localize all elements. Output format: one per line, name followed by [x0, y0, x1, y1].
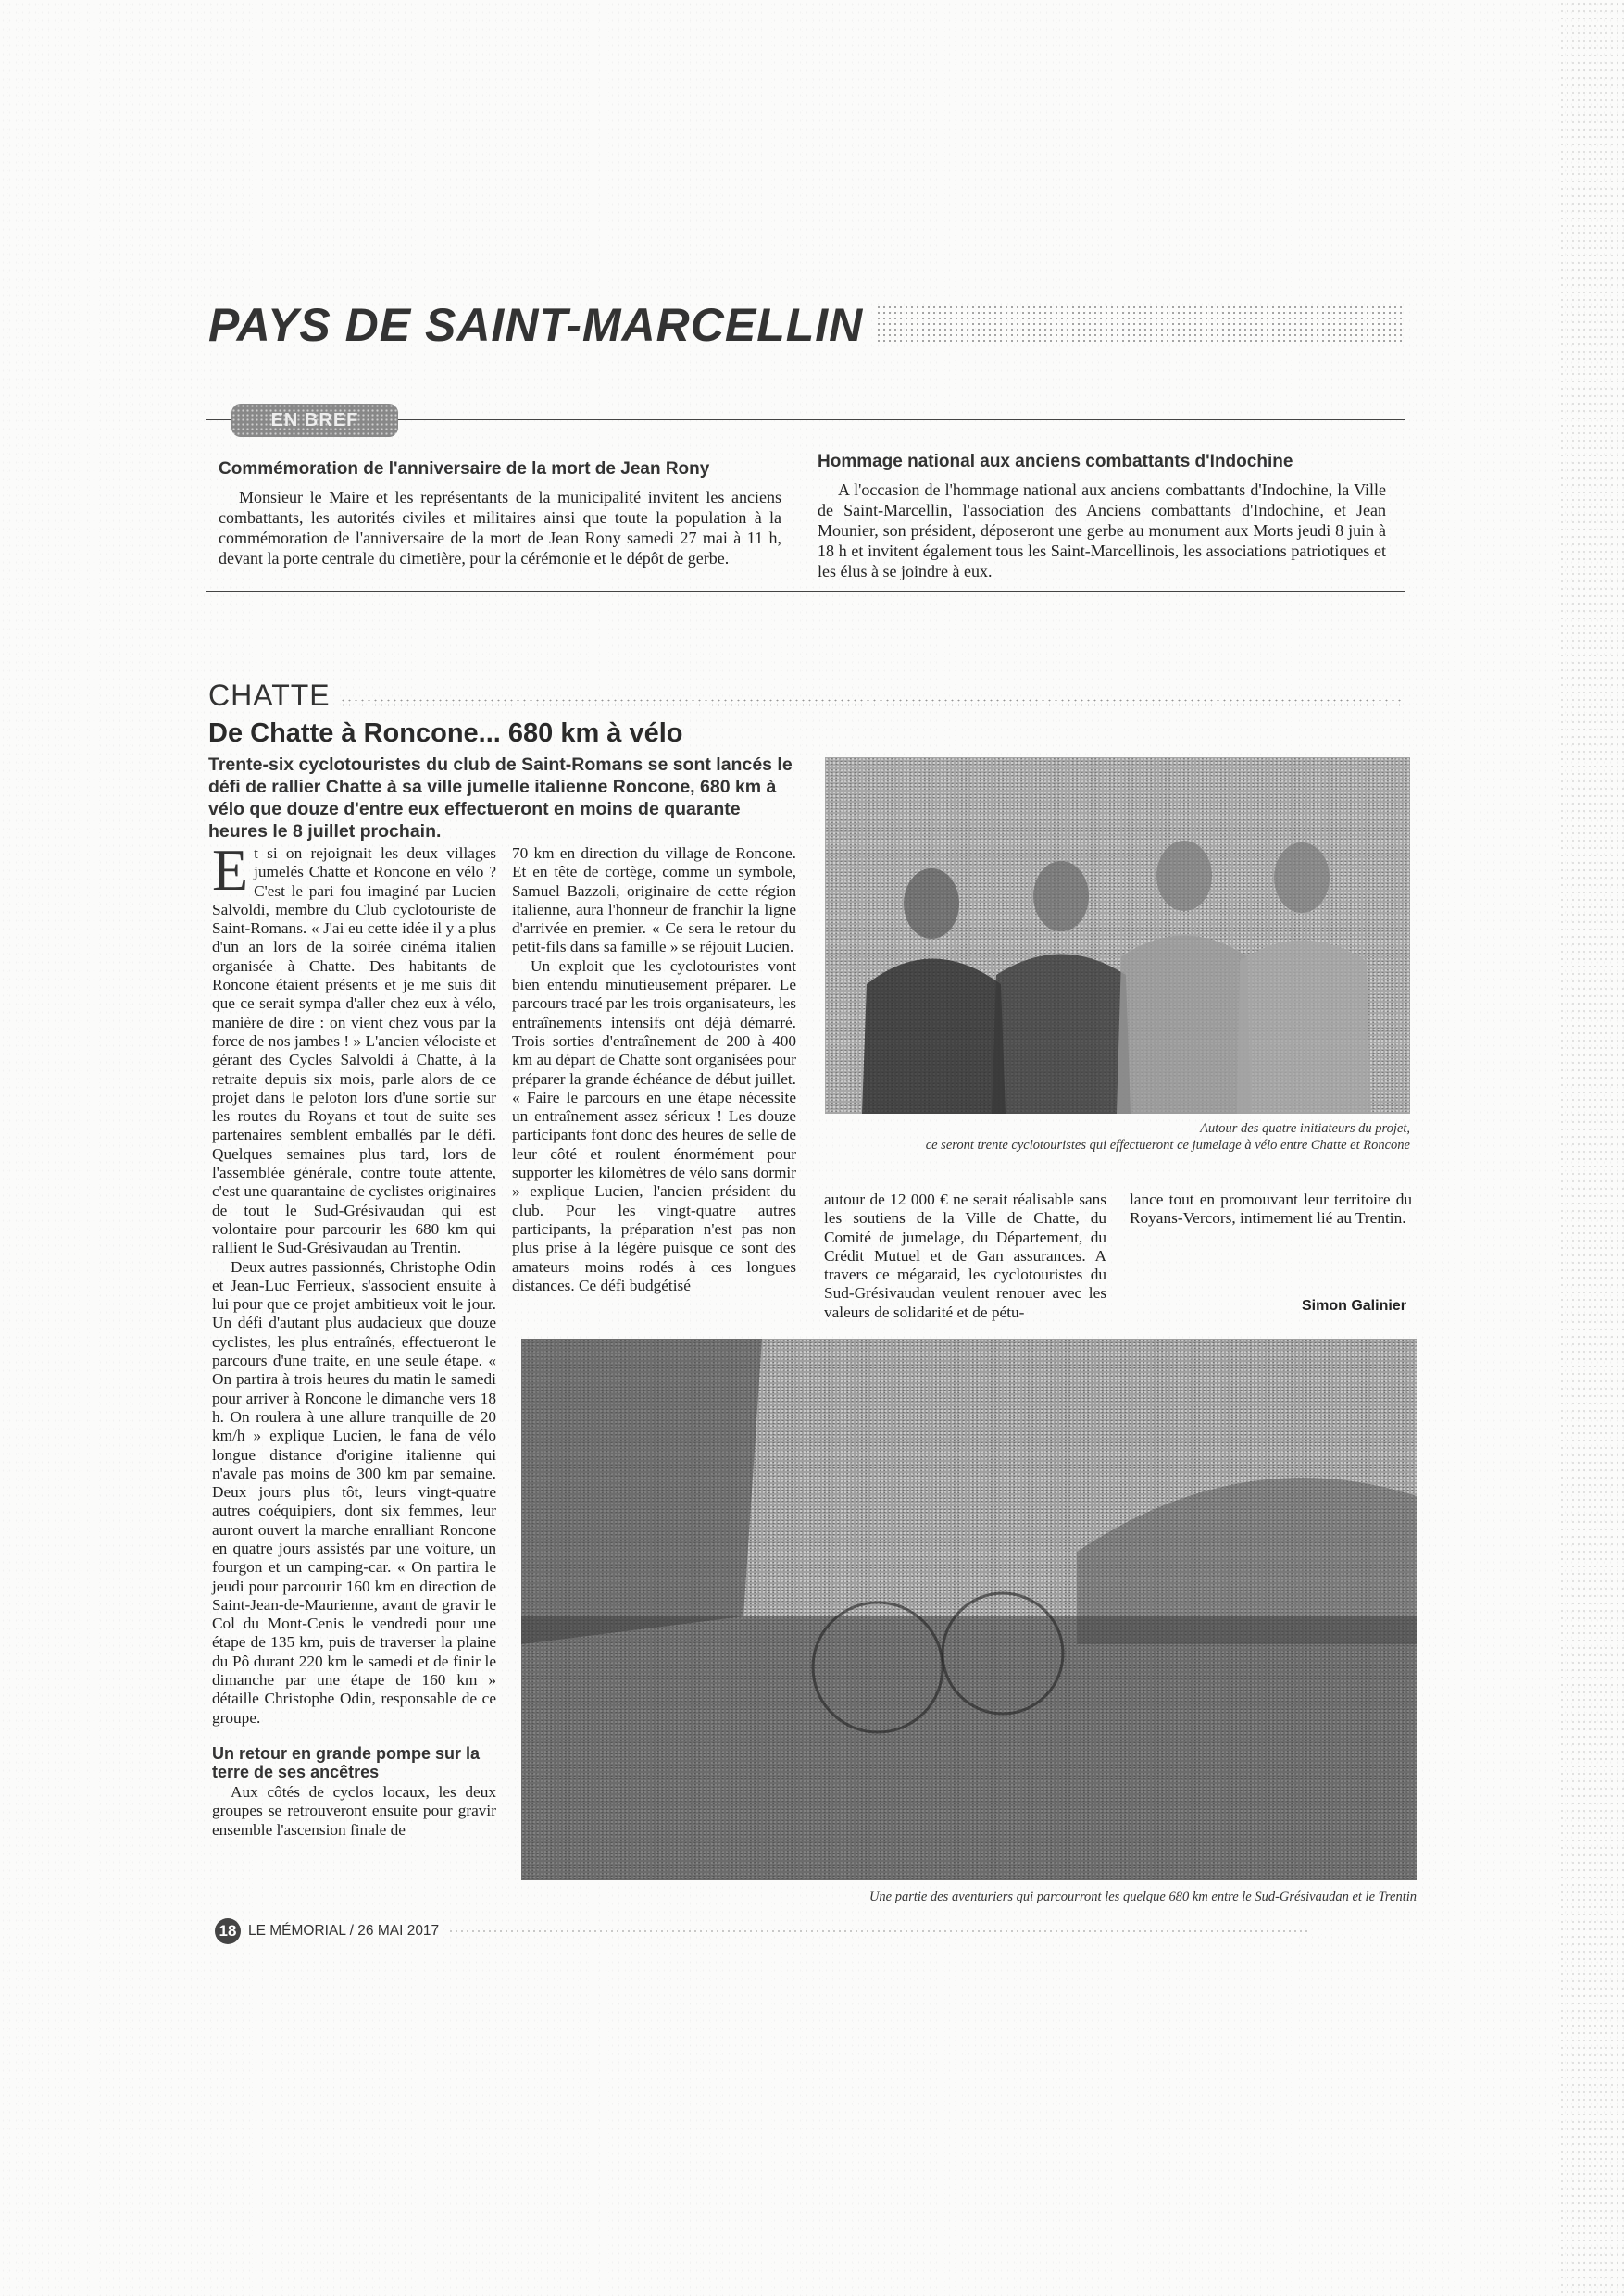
section-rule — [876, 305, 1403, 345]
article-column-4 — [1130, 1191, 1412, 1229]
brief-right — [818, 452, 1386, 581]
article-column-1 — [212, 837, 496, 1840]
town-name: CHATTE — [208, 679, 331, 712]
town-rule — [340, 698, 1403, 707]
brief-left-text: Monsieur le Maire et les représentants de la municipalité invitent les anciens combattants, les autorités civiles et militaires ainsi que toute la population à la commémoration de l'anniversaire de la mort de Jean Rony samedi 27 mai à 11 h, devant la porte centrale du cimetière, pour la cérémonie et le dépôt de gerbe. — [219, 488, 781, 568]
article-paragraph: Un exploit que les cyclotouristes vont bien entendu minutieusement préparer. Le parcours tracé par les trois organisateurs, les entraînements intensifs ont déjà démarré. Trois sorties d'entraînement de 200 à 400 km au départ de Chatte sont organisées pour préparer la grande échéance de début juillet. « Faire le parcours en une étape nécessite un entraînement assez sérieux ! Les douze participants font donc des heures de selle de leur côté et roulent énormément pour supporter les kilomètres de vélo sans dormir » explique Lucien, l'ancien président du club. Pour les vingt-quatre autres participants, la préparation n'est pas non plus prise à la légère puisque ce sont des amateurs moins rodés à ces longues distances. Ce défi budgétisé — [512, 956, 796, 1294]
brief-left-title: Commémoration de l'anniversaire de la mort de Jean Rony — [219, 459, 710, 479]
article-paragraph — [212, 837, 496, 1258]
section-title: PAYS DE SAINT-MARCELLIN — [208, 299, 864, 351]
scan-edge-noise — [1559, 0, 1624, 2296]
article-headline: De Chatte à Roncone... 680 km à vélo — [208, 718, 683, 748]
section-header — [208, 294, 1403, 356]
article-paragraph: Aux côtés de cyclos locaux, les deux groupes se retrouveront ensuite pour gravir ensemble l'ascension finale de — [212, 1782, 496, 1839]
town-header — [208, 676, 1403, 713]
photo-group — [521, 1339, 1417, 1880]
article-paragraph: autour de 12 000 € ne serait réalisable sans les soutiens de la Ville de Chatte, du Comité de jumelage, du Département, du Crédit Mutuel et de Gan assurances. A travers ce mégaraid, les cyclotouristes du Sud-Grésivaudan veulent renouer avec les valeurs de solidarité et de pétu- — [824, 1191, 1106, 1321]
photo-initiators — [825, 757, 1410, 1114]
photo-group-scene — [521, 1339, 1417, 1880]
caption-line: Autour des quatre initiateurs du projet, — [1200, 1121, 1410, 1136]
article-author: Simon Galinier — [1302, 1298, 1406, 1314]
article-standfirst: Trente-six cyclotouristes du club de Saint-Romans se sont lancés le défi de rallier Chatte à sa ville jumelle italienne Roncone, 680 km à vélo que douze d'entre eux effectueront en moins de quarante heures le 8 juillet prochain. — [208, 755, 793, 842]
footer-publication: LE MÉMORIAL / 26 MAI 2017 — [248, 1923, 440, 1939]
photo-group-caption: Une partie des aventuriers qui parcourront les quelque 680 km entre le Sud-Grésivaudan et le Trentin — [868, 1890, 1417, 1904]
brief-left — [219, 459, 781, 568]
footer-rule — [448, 1929, 1307, 1933]
article-paragraph: lance tout en promouvant leur territoire du Royans-Vercors, intimement lié au Trentin. — [1130, 1191, 1412, 1228]
brief-right-title: Hommage national aux anciens combattants d'Indochine — [818, 452, 1293, 471]
article-subheading: Un retour en grande pompe sur la terre de ses ancêtres — [212, 1743, 481, 1781]
article-column-2 — [512, 844, 796, 1295]
article-paragraph: Deux autres passionnés, Christophe Odin et Jean-Luc Ferrieux, s'associent ensuite à lui pour que ce projet ambitieux voit le jour. Un défi d'autant plus audacieux que douze cyclistes, les plus entraînés, effectueront le parcours d'une traite, en une seule étape. « On partira à trois heures du matin le samedi pour arriver à Roncone le dimanche vers 18 h. On roulera à une allure tranquille de 20 km/h » explique Lucien, le fana de vélo longue distance d'origine italienne qui n'avale pas moins de 300 km par semaine. Deux jours plus tôt, leurs vingt-quatre autres coéquipiers, dont six femmes, leur auront ouvert la marche enralliant Roncone en quatre jours assistés par une voiture, un fourgon et un camping-car. « On partira le jeudi pour parcourir 160 km en direction de Saint-Jean-de-Maurienne, avant de gravir le Col du Mont-Cenis le vendredi pour une étape de 135 km, puis de traverser la plaine du Pô durant 220 km le samedi et de finir le dimanche par une étape de 160 km » détaille Christophe Odin, responsable de ce groupe. — [212, 1257, 496, 1727]
page-number: 18 — [215, 1918, 241, 1944]
article-column-3 — [824, 1191, 1106, 1322]
briefs-tag — [231, 404, 398, 437]
photo-initiators-figures — [825, 757, 1410, 1114]
briefs-tag-label: EN BREF — [270, 410, 359, 430]
caption-line: ce seront trente cyclotouristes qui effectueront ce jumelage à vélo entre Chatte et Roncone — [925, 1138, 1410, 1153]
brief-right-text: A l'occasion de l'hommage national aux anciens combattants d'Indochine, la Ville de Saint-Marcellin, l'association des Anciens combattants d'Indochine, et Jean Mounier, son président, déposeront une gerbe au monument aux Morts jeudi 8 juin à 18 h et invitent également tous les Saint-Marcellinois, les associations patriotiques et les élus à se joindre à eux. — [818, 480, 1386, 580]
page-footer — [215, 1918, 1307, 1944]
article-paragraph: 70 km en direction du village de Roncone. Et en tête de cortège, comme un symbole, Samuel Bazzoli, originaire de cette région italienne, aura l'honneur de franchir la ligne d'arrivée en premier. « Ce sera le retour du petit-fils dans sa famille » se réjouit Lucien. — [512, 844, 796, 956]
drop-cap: E — [212, 837, 249, 903]
photo-initiators-caption — [825, 1120, 1410, 1154]
article-paragraph-text: t si on rejoignait les deux villages jumelés Chatte et Roncone en vélo ? C'est le pari fou imaginé par Lucien Salvoldi, membre du Club cyclotouriste de Saint-Romans. « J'ai eu cette idée il y a plus d'un an lors de la soirée cinéma italien organisée à Chatte. Des habitants de Roncone étaient présents et je me suis dit que ce serait sympa d'aller chez eux à vélo, manière de dire : on vient chez vous par la force de nos jambes ! » L'ancien vélociste et gérant des Cycles Salvoldi à Chatte, à la retraite depuis six mois, parle alors de ce projet dans le peloton lors d'une sortie sur les routes du Royans et tout de suite ses partenaires semblent emballés par le défi. Quelques semaines plus tard, lors de l'assemblée générale, contre toute attente, c'est une quarantaine de cyclistes originaires de tout le Sud-Grésivaudan qui est volontaire pour parcourir les 680 km qui rallient le Sud-Grésivaudan au Trentin. — [212, 844, 496, 1257]
